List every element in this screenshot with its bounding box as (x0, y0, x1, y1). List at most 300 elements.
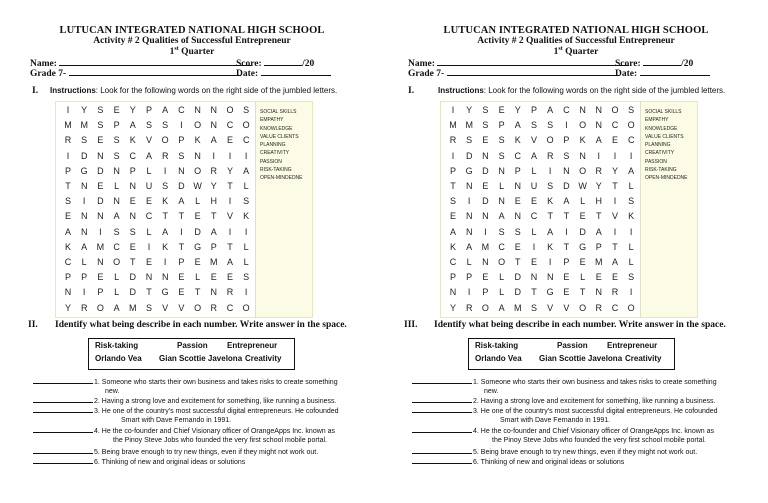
grid-letter: A (178, 196, 185, 207)
grid-letter: A (563, 196, 570, 207)
grid-letter: Y (466, 105, 473, 115)
choice-risk-taking: Risk-taking (475, 341, 519, 350)
grid-letter: A (210, 226, 217, 237)
grid-letter: P (449, 165, 456, 176)
grid-letter: A (162, 226, 169, 237)
grid-letter: O (498, 257, 506, 267)
grid-letter: V (547, 302, 554, 313)
grid-letter: M (64, 120, 72, 131)
grid-letter: I (163, 257, 167, 267)
grid-letter: T (227, 241, 233, 252)
grid-letter: N (80, 181, 88, 191)
grid-letter: C (178, 105, 185, 115)
grid-letter: T (211, 211, 217, 222)
grid-letter: A (113, 211, 120, 222)
word-list-item: KNOWLEDGE (645, 125, 678, 132)
choice-entrepreneur: Entrepreneur (607, 341, 658, 350)
grid-letter: I (66, 150, 70, 161)
question-item[interactable]: 2. Having a strong love and excitement for something, like running a business. (33, 395, 336, 406)
choice-passion: Passion (557, 341, 588, 350)
grid-letter: L (531, 165, 537, 176)
grid-letter: C (242, 135, 250, 146)
grid-letter: N (514, 181, 522, 191)
word-list-item: SOCIAL SKILLS (645, 109, 682, 115)
question-item[interactable]: 6. Thinking of new and original ideas or solutions (412, 456, 624, 467)
grid-letter: K (64, 241, 71, 252)
grid-letter: I (228, 196, 232, 207)
grid-letter: A (466, 241, 473, 252)
grid-letter: I (244, 287, 248, 298)
grid-letter: N (113, 196, 120, 207)
grid-letter: A (210, 135, 217, 146)
grid-letter: N (194, 150, 201, 161)
word-list-item: EMPATHY (645, 117, 669, 124)
word-list (645, 108, 688, 183)
grid-letter: S (113, 150, 120, 161)
grid-letter: A (449, 226, 456, 237)
grid-letter: K (547, 241, 554, 252)
grid-letter: N (530, 272, 538, 283)
grid-letter: N (482, 150, 489, 161)
grid-letter: V (530, 135, 537, 146)
grid-letter: P (97, 287, 104, 298)
grid-letter: N (210, 287, 218, 298)
choice-orlando-vea: Orlando Vea (475, 354, 522, 363)
grid-letter: E (482, 272, 489, 283)
grid-letter: A (595, 135, 602, 146)
question-item[interactable]: 4. He the co-founder and Chief Visionary officer of OrangeApps Inc. known as the Pinoy Steve Jobs who founded the very first school mobile portal. (33, 425, 335, 445)
grid-letter: E (595, 272, 602, 283)
grid-letter: E (194, 257, 201, 267)
grid-letter: E (579, 257, 586, 267)
grid-letter: Y (129, 105, 136, 115)
grid-letter: T (531, 287, 537, 298)
grid-letter: D (482, 165, 489, 176)
grid-letter: P (595, 241, 602, 252)
grid-letter: A (113, 302, 120, 313)
grid-letter: Y (611, 165, 618, 176)
grid-letter: A (498, 302, 505, 313)
grid-letter: S (498, 135, 505, 146)
grid-letter: U (530, 181, 538, 191)
grid-letter: E (482, 181, 489, 191)
grid-letter: O (242, 302, 250, 313)
name-field[interactable]: Name: (408, 57, 629, 69)
choice-gian-scottie: Gian Scottie Javelona (159, 354, 243, 363)
grid-letter: E (145, 196, 152, 207)
grid-letter: I (180, 226, 183, 237)
word-list-item: VALUE CLIENTS (260, 133, 299, 140)
grid-letter: Y (81, 105, 88, 115)
grid-letter: O (481, 302, 489, 313)
grid-letter: E (611, 135, 618, 146)
grid-letter: S (628, 105, 635, 115)
grid-letter: P (449, 272, 456, 283)
grid-letter: O (194, 165, 202, 176)
grid-letter: N (113, 165, 120, 176)
grid-letter: N (80, 226, 88, 237)
section-2-title: Identify what being describe in each number. Write answer in the space. (434, 320, 726, 330)
grid-letter: R (226, 287, 234, 298)
word-list-item: EMPATHY (260, 117, 284, 124)
grid-letter: E (498, 105, 505, 115)
grid-letter: S (97, 105, 104, 115)
grid-letter: C (449, 257, 457, 267)
grid-letter: O (242, 120, 250, 131)
grid-letter: A (162, 105, 169, 115)
grid-letter: L (243, 181, 249, 191)
grid-letter: T (450, 181, 456, 191)
grid-letter: E (530, 196, 537, 207)
grid-letter: S (628, 272, 635, 283)
grid-letter: L (499, 287, 505, 298)
grid-letter: T (563, 211, 570, 222)
grid-letter: I (451, 105, 455, 115)
grid-letter: O (96, 302, 104, 313)
grid-letter: E (226, 272, 233, 283)
grid-letter: I (163, 165, 167, 176)
grid-letter: M (595, 257, 603, 267)
instructions: Instructions: Look for the following words on the right side of the jumbled letters. (438, 86, 726, 95)
grid-letter: D (579, 226, 586, 237)
grid-letter: I (565, 226, 568, 237)
choice-creativity: Creativity (625, 354, 662, 363)
grid-letter: A (81, 241, 88, 252)
grid-letter: I (629, 287, 633, 298)
grid-letter: N (194, 105, 201, 115)
grid-letter: T (547, 211, 553, 222)
score-field[interactable]: Score: /20 (236, 59, 315, 69)
grid-letter: S (162, 120, 169, 131)
grid-letter: A (145, 150, 152, 161)
choice-entrepreneur: Entrepreneur (227, 341, 278, 350)
grid-letter: I (532, 241, 536, 252)
grid-letter: N (145, 272, 153, 283)
grid-letter: O (161, 135, 169, 146)
grid-letter: S (466, 135, 473, 146)
grid-letter: T (612, 181, 618, 191)
grid-letter: K (514, 135, 521, 146)
quarter-label: 1st Quarter (169, 46, 215, 58)
activity-title: Activity # 2 Qualities of Successful Entrepreneur (93, 36, 291, 46)
grid-letter: T (596, 211, 602, 222)
grid-letter: P (563, 257, 570, 267)
question-item[interactable]: 5. Being brave enough to try new things, even if they might not work out. (412, 446, 697, 457)
grid-letter: S (482, 120, 489, 131)
word-list-item: VALUE CLIENTS (645, 133, 684, 140)
grid-letter: N (129, 181, 137, 191)
grid-letter: K (194, 135, 201, 146)
grid-letter: S (178, 150, 185, 161)
grid-letter: E (530, 257, 537, 267)
grid-letter: V (145, 135, 152, 146)
grid-letter: L (81, 257, 87, 267)
grid-letter: C (611, 302, 619, 313)
word-list-item: OPEN-MINDEDNE (260, 175, 303, 182)
grid-letter: L (114, 272, 120, 283)
word-search-puzzle (55, 101, 313, 318)
question-item[interactable]: 1. Someone who starts their own business and takes risks to create something new. (412, 376, 717, 396)
question-item[interactable]: 4. He the co-founder and Chief Visionary officer of OrangeApps Inc. known as the Pinoy Steve Jobs who founded the very first school mobile portal. (412, 425, 714, 445)
word-list-item: RISK-TAKING (645, 167, 677, 174)
grid-letter: I (629, 150, 633, 161)
grid-letter: E (449, 211, 456, 222)
grid-letter: D (514, 272, 522, 283)
answer-choices-box (468, 338, 675, 370)
grid-letter: L (499, 181, 505, 191)
grid-letter: N (178, 165, 185, 176)
grid-letter: S (64, 196, 71, 207)
grid-letter: U (145, 181, 153, 191)
grid-letter: L (531, 226, 537, 237)
grid-letter: A (628, 165, 635, 176)
grid-letter: K (243, 211, 250, 222)
grid-letter: S (97, 120, 104, 131)
grid-letter: P (64, 165, 71, 176)
grid-letter: M (465, 120, 473, 131)
grid-letter: N (97, 211, 104, 222)
grid-letter: I (244, 226, 248, 237)
grid-letter: R (465, 302, 473, 313)
grid-letter: G (194, 241, 202, 252)
grid-letter: V (226, 211, 233, 222)
grid-letter: I (212, 150, 216, 161)
grid-letter: L (195, 196, 201, 207)
grid-letter: P (530, 105, 537, 115)
grid-letter: N (210, 120, 218, 131)
grid-letter: E (145, 257, 152, 267)
word-list-item: PLANNING (260, 142, 286, 149)
grid-letter: M (514, 302, 522, 313)
question-item[interactable]: 6. Thinking of new and original ideas or solutions (33, 456, 245, 467)
section-1-number: I. (32, 86, 39, 96)
grid-letter: C (514, 150, 522, 161)
grid-letter: T (563, 241, 570, 252)
grid-letter: C (627, 135, 635, 146)
grid-letter: T (162, 211, 168, 222)
grid-letter: R (161, 150, 169, 161)
grid-letter: R (546, 150, 554, 161)
grid-letter: E (113, 105, 120, 115)
question-item[interactable]: 1. Someone who starts their own business and takes risks to create something new. (33, 376, 338, 396)
grid-letter: E (129, 196, 136, 207)
grid-letter: N (449, 287, 457, 298)
grid-letter: C (226, 120, 234, 131)
grid-letter: C (563, 105, 570, 115)
grid-letter: N (161, 272, 169, 283)
activity-title: Activity # 2 Qualities of Successful Entrepreneur (477, 36, 675, 46)
grid-letter: C (129, 150, 137, 161)
grid-letter: T (515, 257, 521, 267)
grid-letter: K (162, 196, 169, 207)
grid-letter: S (514, 226, 521, 237)
grid-letter: O (579, 302, 587, 313)
grid-letter: O (579, 120, 587, 131)
grid-letter: I (467, 287, 471, 298)
grid-letter: L (114, 287, 120, 298)
grid-letter: Y (226, 165, 233, 176)
grid-letter: S (547, 120, 554, 131)
grid-letter: T (130, 257, 136, 267)
grid-letter: V (162, 302, 169, 313)
grid-letter: E (178, 287, 185, 298)
grid-letter: H (595, 196, 603, 207)
grid-letter: E (563, 287, 570, 298)
grid-letter: I (451, 150, 455, 161)
date-field[interactable]: Date: (236, 67, 331, 79)
grid-letter: S (498, 150, 505, 161)
grid-letter: P (64, 272, 71, 283)
grid-letter: L (114, 181, 120, 191)
choice-passion: Passion (177, 341, 208, 350)
grid-letter: T (178, 241, 185, 252)
grid-letter: G (465, 165, 473, 176)
grid-letter: S (162, 181, 169, 191)
question-item[interactable]: 5. Being brave enough to try new things, even if they might not work out. (33, 446, 318, 457)
grid-letter: I (66, 105, 70, 115)
grid-letter: S (449, 196, 456, 207)
grid-letter: D (563, 181, 570, 191)
grid-letter: K (547, 196, 554, 207)
grid-letter: A (547, 226, 554, 237)
grid-letter: P (178, 135, 185, 146)
grid-letter: L (146, 165, 152, 176)
grid-letter: D (514, 287, 522, 298)
grid-letter: E (514, 241, 521, 252)
grid-letter: I (629, 226, 633, 237)
grid-letter: V (611, 211, 618, 222)
word-list-item: OPEN-MINDEDNE (645, 175, 688, 182)
grid-letter: I (82, 196, 86, 207)
grid-letter: E (97, 181, 104, 191)
grid-letter: L (243, 257, 249, 267)
quarter-label: 1st Quarter (553, 46, 599, 58)
grid-letter: T (612, 241, 618, 252)
grid-letter: A (595, 226, 602, 237)
grid-letter: K (129, 135, 136, 146)
grid-letter: I (82, 287, 86, 298)
grid-letter: D (194, 226, 201, 237)
grid-letter: M (129, 302, 137, 313)
grid-letter: S (129, 226, 136, 237)
grid-letter: T (178, 211, 185, 222)
grid-letter: P (113, 120, 120, 131)
grid-letter: A (129, 120, 136, 131)
grid-letter: I (548, 165, 552, 176)
question-item[interactable]: 3. He one of the country's most successful digital entrepreneurs. He cofounded Smart with Dave Fernando in 1991. (33, 405, 339, 425)
grid-letter: Y (514, 105, 521, 115)
grid-letter: A (226, 257, 233, 267)
grid-letter: I (228, 226, 232, 237)
grid-letter: R (64, 135, 72, 146)
grid-letter: D (178, 181, 185, 191)
date-field[interactable]: Date: (615, 67, 710, 79)
grid-letter: P (482, 287, 489, 298)
grid-letter: E (97, 135, 104, 146)
worksheet-page-right (384, 0, 768, 503)
grid-letter: D (465, 150, 473, 161)
grid-letter: S (113, 226, 120, 237)
grid-letter: S (530, 120, 537, 131)
grid-letter: N (465, 181, 473, 191)
grid-letter: O (627, 302, 635, 313)
grid-letter: E (178, 272, 185, 283)
grid-letter: S (243, 196, 250, 207)
grid-letter: A (547, 105, 554, 115)
grid-letter: N (482, 257, 489, 267)
grid-letter: T (579, 287, 586, 298)
grid-letter: H (210, 196, 218, 207)
word-list-item: SOCIAL SKILLS (260, 109, 297, 115)
grid-letter: R (210, 302, 218, 313)
instructions: Instructions: Look for the following words on the right side of the jumbled letters. (50, 86, 338, 95)
word-list-item: KNOWLEDGE (260, 125, 293, 132)
grid-letter: O (194, 302, 202, 313)
grid-letter: C (145, 211, 153, 222)
grid-letter: P (466, 272, 473, 283)
section-1-number: I. (408, 86, 415, 96)
grid-letter: Y (449, 302, 456, 313)
grid-letter: S (563, 150, 570, 161)
grid-letter: E (514, 196, 521, 207)
choice-risk-taking: Risk-taking (95, 341, 139, 350)
grid-letter: T (194, 287, 201, 298)
grade-field[interactable]: Grade 7- (30, 67, 241, 79)
word-list-item: PASSION (260, 158, 282, 165)
grid-letter: O (611, 105, 619, 115)
grid-letter: R (595, 165, 603, 176)
grid-letter: D (129, 287, 137, 298)
grid-letter: P (514, 165, 521, 176)
question-item[interactable]: 2. Having a strong love and excitement for something, like running a business. (412, 395, 715, 406)
grid-letter: E (226, 135, 233, 146)
grid-letter: K (449, 241, 456, 252)
grid-letter: S (145, 302, 152, 313)
grid-letter: N (465, 211, 473, 222)
word-list-item: CREATIVITY (645, 150, 675, 157)
grid-letter: P (210, 241, 217, 252)
grid-letter: N (563, 165, 570, 176)
school-name: LUTUCAN INTEGRATED NATIONAL HIGH SCHOOL (59, 25, 325, 36)
grid-letter: I (484, 226, 487, 237)
grid-letter: E (563, 272, 570, 283)
grid-letter: L (146, 226, 152, 237)
grade-field[interactable]: Grade 7- (408, 67, 619, 79)
grid-letter: R (595, 302, 603, 313)
grid-letter: L (195, 272, 201, 283)
grid-letter: L (466, 257, 472, 267)
grid-letter: K (628, 211, 635, 222)
grid-letter: P (81, 272, 88, 283)
grid-letter: R (210, 165, 218, 176)
score-field[interactable]: Score: /20 (615, 59, 694, 69)
grid-letter: N (595, 105, 603, 115)
question-item[interactable]: 3. He one of the country's most successful digital entrepreneurs. He cofounded Smart with Dave Fernando in 1991. (412, 405, 718, 425)
grid-letter: M (80, 120, 88, 131)
grid-letter: M (96, 241, 105, 252)
grid-letter: I (597, 150, 601, 161)
word-list-item: PLANNING (645, 142, 671, 149)
grid-letter: P (498, 120, 505, 131)
name-field[interactable]: Name: (30, 57, 251, 69)
grid-letter: L (628, 181, 634, 191)
grid-letter: I (467, 196, 471, 207)
grid-letter: C (64, 257, 72, 267)
grid-letter: R (611, 287, 619, 298)
grid-letter: R (449, 135, 457, 146)
grid-letter: N (546, 272, 554, 283)
grid-letter: G (579, 241, 587, 252)
